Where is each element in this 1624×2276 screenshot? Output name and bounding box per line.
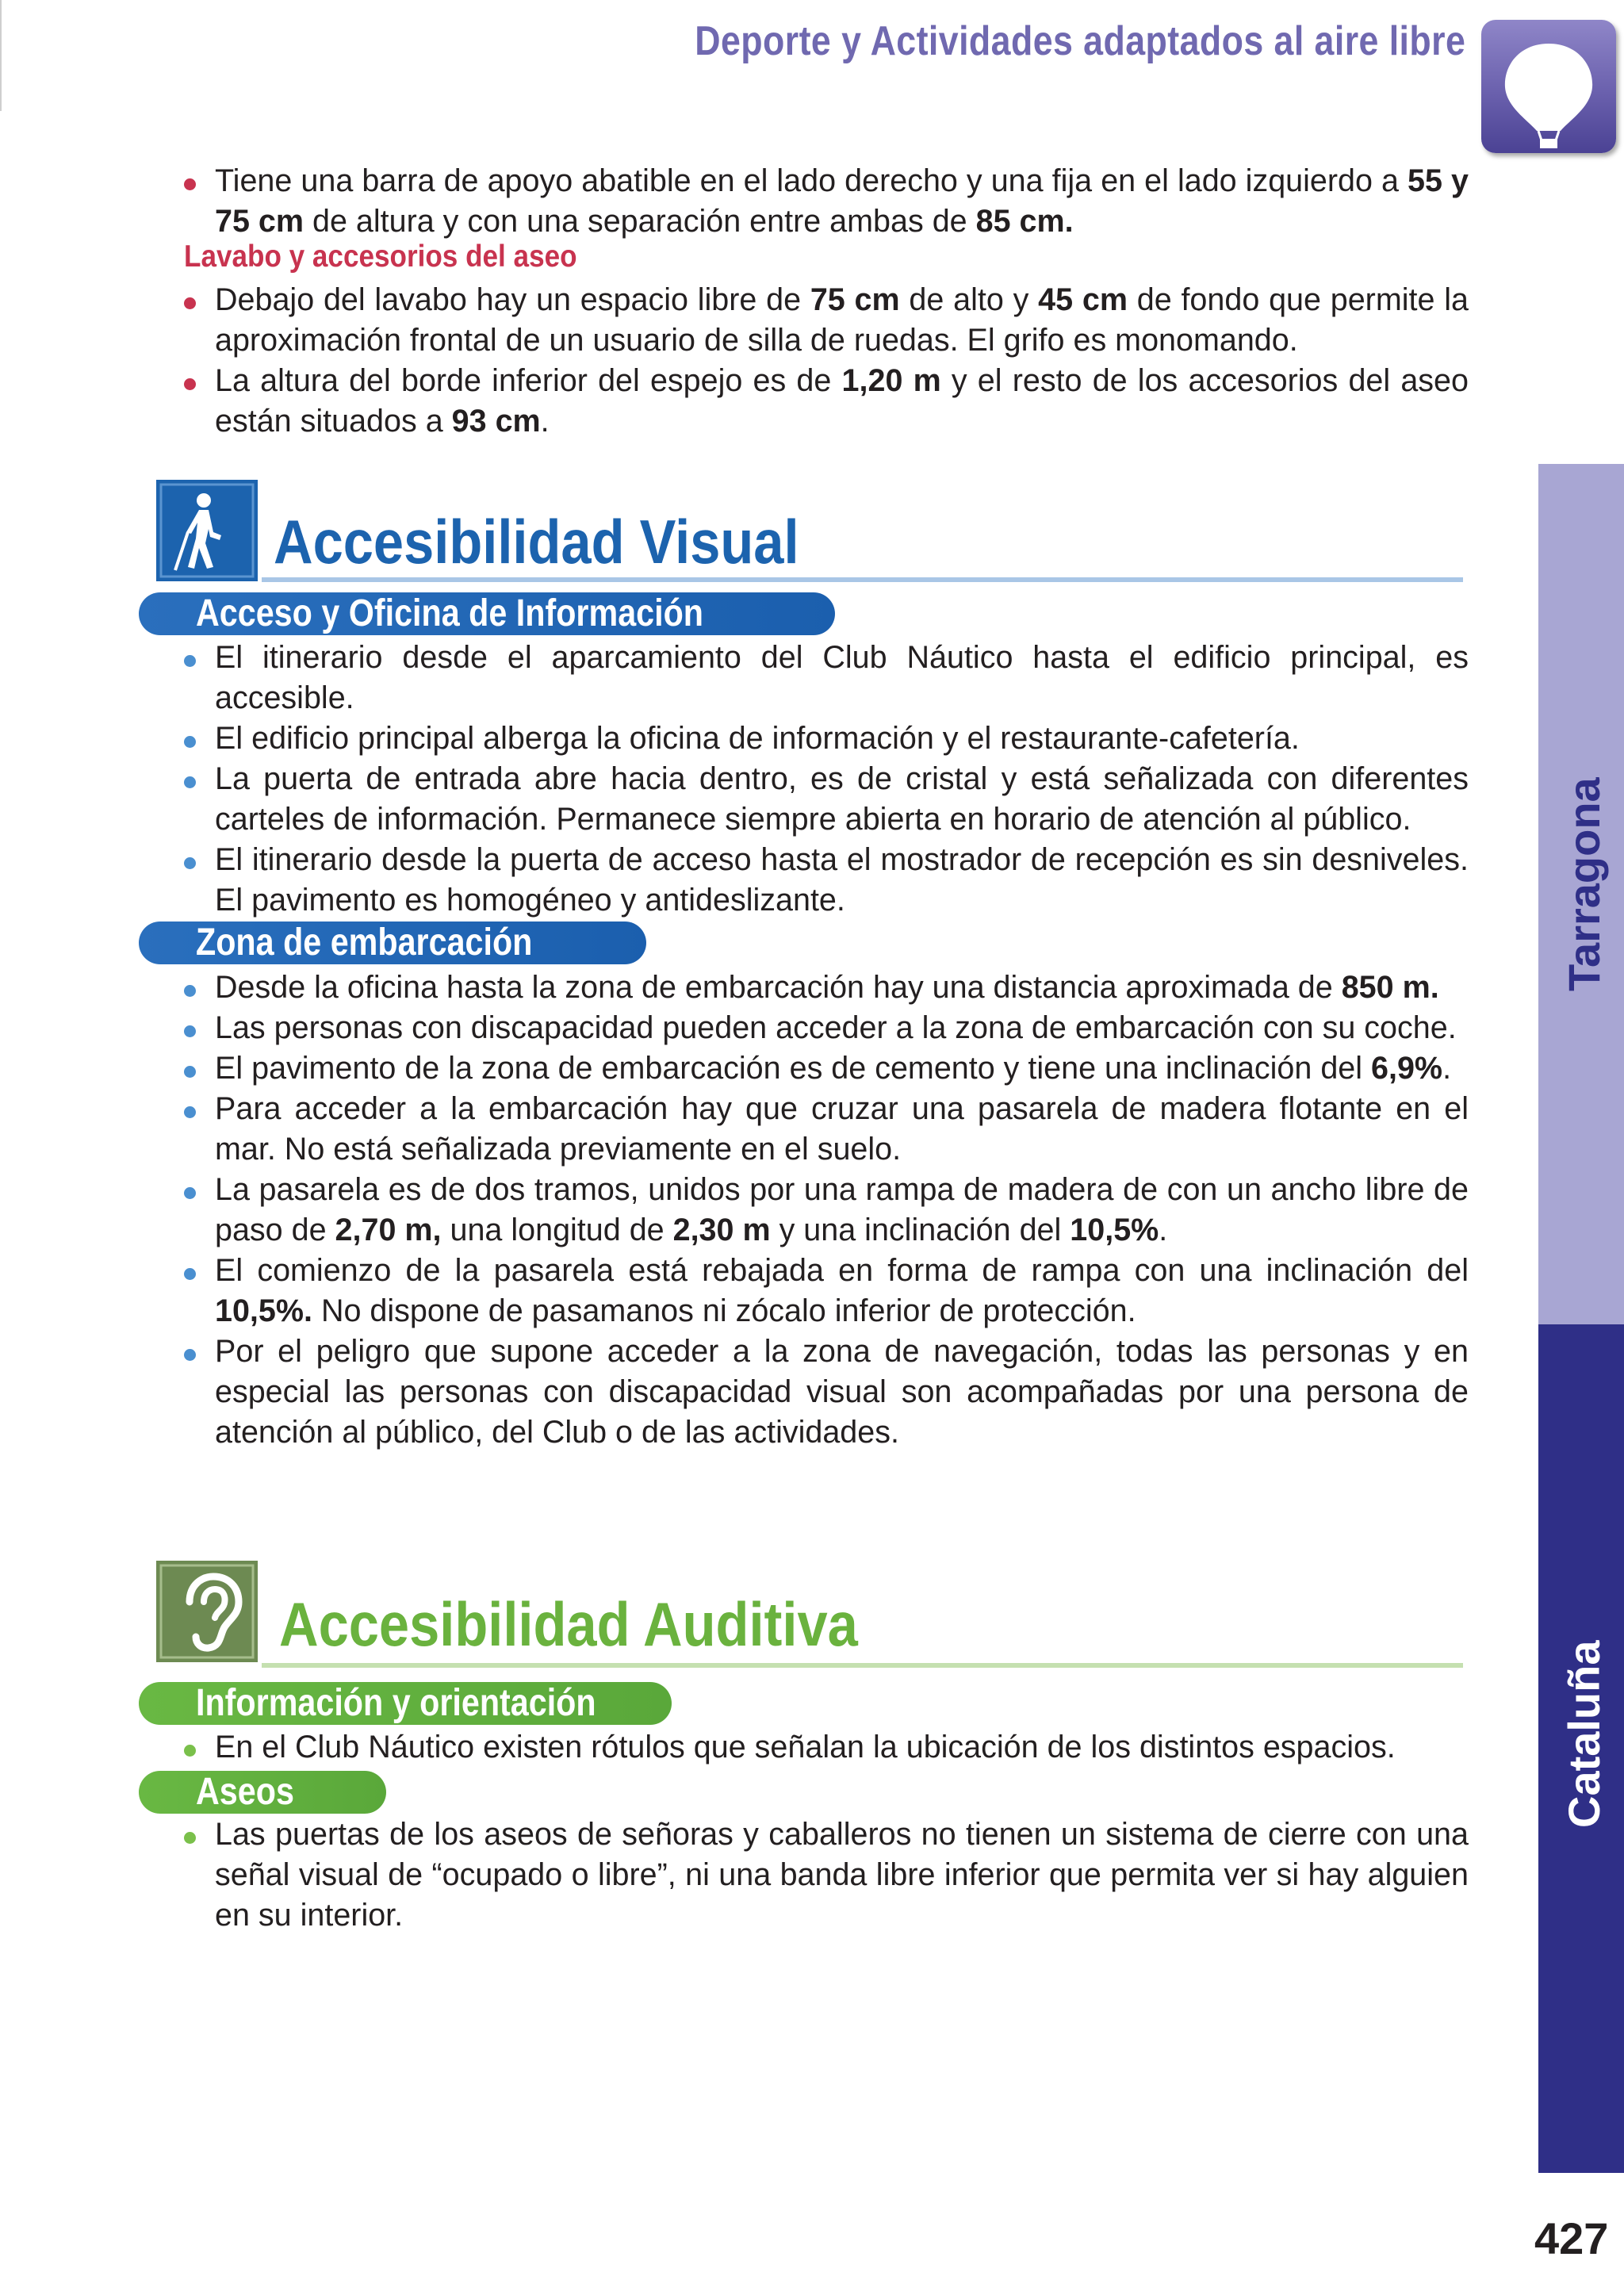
list-item: El comienzo de la pasarela está rebajada en forma de rampa con una inclinación del 10,5%. No dispone de pasamanos ni zócalo inferior de protección.	[0, 1251, 1538, 1331]
bullet-dot	[184, 1106, 196, 1118]
list-item: En el Club Náutico existen rótulos que señalan la ubicación de los distintos espacios.	[0, 1727, 1538, 1768]
bullet-dot	[184, 736, 196, 748]
list-item: Desde la oficina hasta la zona de embarcación hay una distancia aproximada de 850 m.	[0, 967, 1538, 1008]
list-item: La pasarela es de dos tramos, unidos por una rampa de madera de con un ancho libre de paso de 2,70 m, una longitud de 2,30 m y una inclinación del 10,5%.	[0, 1170, 1538, 1251]
list-item: Para acceder a la embarcación hay que cruzar una pasarela de madera flotante en el mar. No está señalizada previamente en el suelo.	[0, 1089, 1538, 1170]
hot-air-balloon-icon	[1481, 20, 1616, 153]
bullet-dot	[184, 297, 196, 309]
embarcacion-bullets-list	[0, 967, 1538, 1453]
bullet-dot	[184, 857, 196, 869]
subheading-lavabo: Lavabo y accesorios del aseo	[184, 239, 577, 274]
bullet-dot	[184, 1066, 196, 1078]
bullet-dot	[184, 1745, 196, 1757]
bullet-dot	[184, 1832, 196, 1844]
top-bullets-list	[0, 161, 1538, 242]
page-number: 427	[1534, 2213, 1609, 2263]
list-item: La puerta de entrada abre hacia dentro, es de cristal y está señalizada con diferentes carteles de información. Permanece siempre abierta en horario de atención al público.	[0, 759, 1538, 840]
section-title-auditory: Accesibilidad Auditiva	[279, 1589, 858, 1659]
list-item: Las personas con discapacidad pueden acceder a la zona de embarcación con su coche.	[0, 1008, 1538, 1048]
sidebar-label-tarragona: Tarragona	[1559, 777, 1609, 991]
lavabo-bullets-list	[0, 280, 1538, 442]
subsection-pill-acceso: Acceso y Oficina de Información	[139, 592, 835, 635]
page-edge-line	[0, 0, 2, 111]
subsection-pill-informacion: Información y orientación	[139, 1682, 672, 1725]
list-item: Tiene una barra de apoyo abatible en el lado derecho y una fija en el lado izquierdo a 55 y 75 cm de altura y con una separación entre ambas de 85 cm.	[0, 161, 1538, 242]
bullet-dot	[184, 1349, 196, 1361]
blind-person-icon	[156, 480, 258, 581]
bullet-dot	[184, 1187, 196, 1199]
bullet-dot	[184, 776, 196, 788]
section-rule-visual	[262, 577, 1463, 582]
informacion-bullets-list	[0, 1727, 1538, 1768]
subsection-pill-aseos: Aseos	[139, 1771, 386, 1814]
list-item: El edificio principal alberga la oficina de información y el restaurante-cafetería.	[0, 718, 1538, 759]
bullet-dot	[184, 1268, 196, 1280]
sidebar-label-cataluna: Cataluña	[1559, 1640, 1609, 1828]
bullet-dot	[184, 985, 196, 997]
subsection-pill-embarcacion: Zona de embarcación	[139, 922, 646, 964]
bullet-dot	[184, 378, 196, 390]
section-title-visual: Accesibilidad Visual	[274, 507, 799, 577]
bullet-dot	[184, 178, 196, 190]
running-header-title: Deporte y Actividades adaptados al aire libre	[694, 18, 1465, 64]
acceso-bullets-list	[0, 638, 1538, 921]
list-item: El pavimento de la zona de embarcación es de cemento y tiene una inclinación del 6,9%.	[0, 1048, 1538, 1089]
list-item: Por el peligro que supone acceder a la zona de navegación, todas las personas y en especial las personas con discapacidad visual son acompañadas por una persona de atención al público, del Club o de las actividades.	[0, 1331, 1538, 1453]
section-rule-auditory	[262, 1663, 1463, 1668]
list-item: El itinerario desde el aparcamiento del Club Náutico hasta el edificio principal, es accesible.	[0, 638, 1538, 718]
bullet-dot	[184, 1025, 196, 1037]
list-item: Debajo del lavabo hay un espacio libre de 75 cm de alto y 45 cm de fondo que permite la aproximación frontal de un usuario de silla de ruedas. El grifo es monomando.	[0, 280, 1538, 361]
list-item: Las puertas de los aseos de señoras y caballeros no tienen un sistema de cierre con una señal visual de “ocupado o libre”, ni una banda libre inferior que permita ver si hay alguien en su interior.	[0, 1814, 1538, 1936]
bullet-dot	[184, 655, 196, 667]
ear-icon	[156, 1561, 258, 1662]
list-item: La altura del borde inferior del espejo es de 1,20 m y el resto de los accesorios del aseo están situados a 93 cm.	[0, 361, 1538, 442]
aseos-bullets-list	[0, 1814, 1538, 1936]
list-item: El itinerario desde la puerta de acceso hasta el mostrador de recepción es sin desniveles. El pavimento es homogéneo y antideslizante.	[0, 840, 1538, 921]
